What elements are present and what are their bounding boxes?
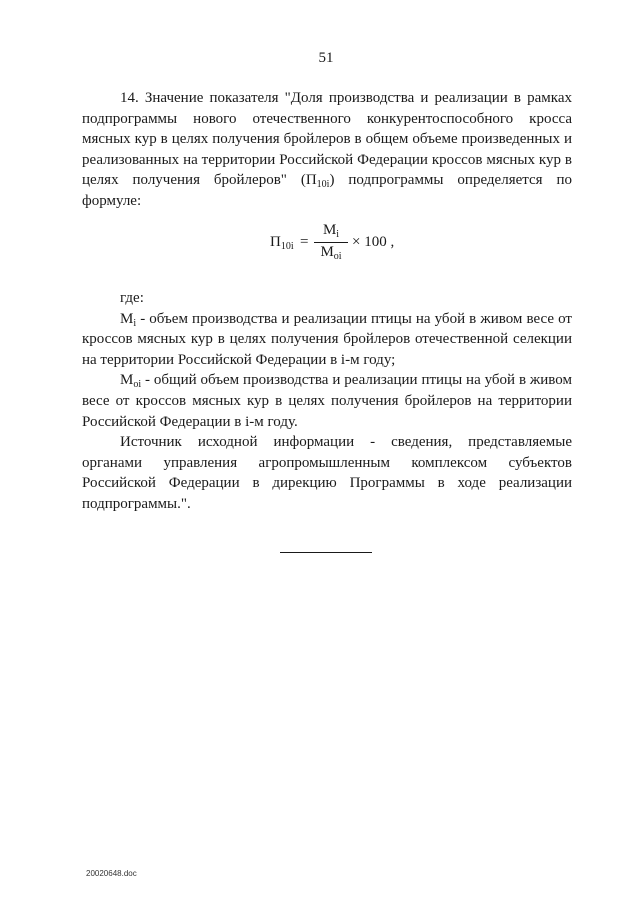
formula-numerator: $M_i$	[322, 222, 340, 240]
paragraph-14	[82, 88, 572, 212]
formula-multiplier: × 100 ,	[352, 234, 395, 250]
definition-moi: $M_{oi}$ - общий объем производства и реализации птицы на убой в живом весе от кроссов мясных кур в целях получения бройлеров на территории Российской Федерации в i-м году.	[82, 372, 572, 430]
definitions-block	[82, 288, 572, 515]
separator-rule	[280, 552, 372, 553]
formula-fraction-bar	[314, 242, 348, 243]
where-label: где:	[120, 290, 144, 306]
footer-filename: 20020648.doc	[86, 869, 137, 878]
definition-mi: $M_i$ - объем производства и реализации птицы на убой в живом весе от кроссов мясных кур в целях получения бройлеров отечественной селекции на территории Российской Федерации в i-м году;	[82, 310, 572, 368]
formula-denominator: $M_{oi}$	[320, 244, 342, 262]
paragraph-14-text: 14. Значение показателя "Доля производства и реализации в рамках подпрограммы нового отечественного конкурентоспособного кросса мясных кур в целях получения бройлеров в общем объеме произведенных и реализованных на территории Российской Федерации кроссов мясных кур в целях получения бройлеров" (П	[82, 90, 572, 189]
formula-equals: =	[300, 234, 309, 250]
formula-lhs: $П_{10i}$	[270, 234, 294, 252]
paragraph-14-subscript: 10i	[316, 179, 330, 191]
paragraph-14-text-end: ) подпрограммы определяется по формуле:	[82, 172, 572, 209]
paragraph-14-block	[82, 88, 572, 212]
page-number: 51	[318, 50, 334, 66]
source-paragraph: Источник исходной информации - сведения, представляемые органами управления агропромышленным комплексом субъектов Российской Федерации в дирекцию Программы в ходе реализации подпрограммы.".	[82, 434, 572, 512]
